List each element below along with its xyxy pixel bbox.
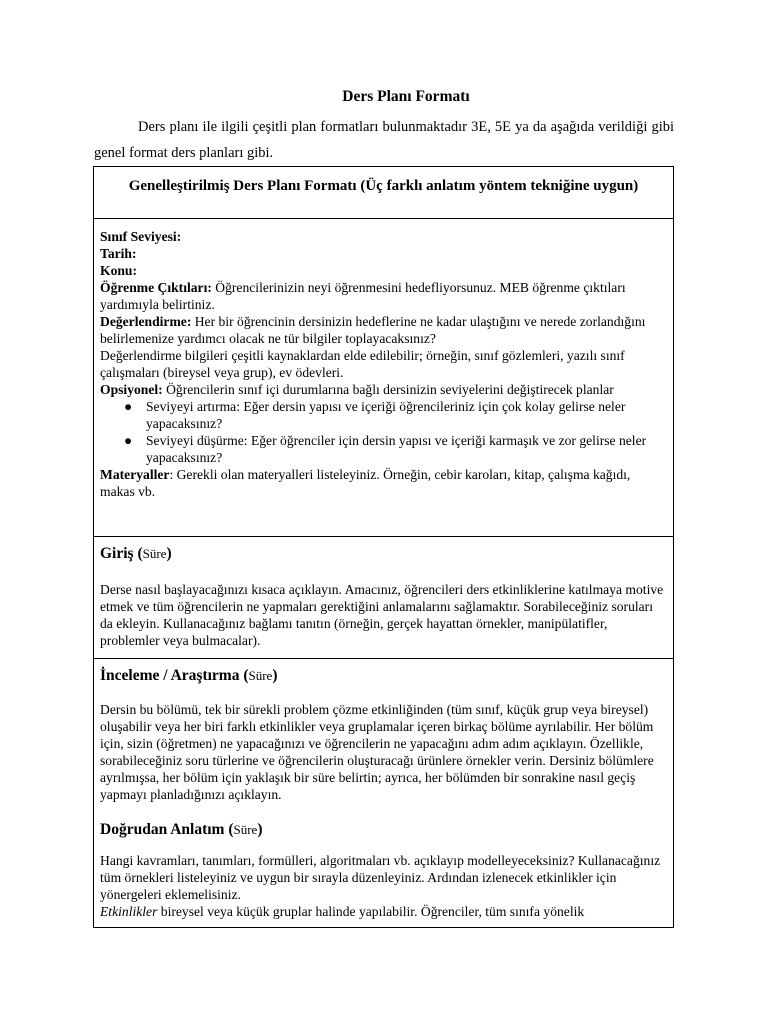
- assessment-label: Değerlendirme:: [100, 314, 192, 329]
- inquiry-section-body: Dersin bu bölümü, tek bir sürekli problem çözme etkinliğinden (tüm sınıf, küçük grup veya bireysel) oluşabilir veya her biri farklı etkinlikler veya gruplamalar içeren birkaç bölüme ayrılabilir. Her bölüm için, sizin (öğretmen) ne yapacağınızı ve öğrencilerin ne yapacağını adım adım açıklayın. Özellikle, sorabileceğiniz soru türlerine ve öğrencilerin oluşturacağı ürünlere örnekler verin. Dersiniz bölümlere ayrılmışsa, her bölüm için yaklaşık bir süre belirtin; ayrıca, her bölümden bir sonrakine nasıl geçiş yapmayı planladığınızı açıklayın.: [100, 702, 654, 802]
- outcomes-paragraph: [100, 279, 667, 313]
- activities-label: Etkinlikler: [100, 904, 158, 919]
- inquiry-section-heading: İnceleme / Araştırma (: [100, 667, 249, 684]
- list-item-text: Seviyeyi düşürme: Eğer öğrenciler için dersin yapısı ve içeriği karmaşık ve zor gelirse neler yapacaksınız?: [146, 433, 647, 465]
- bullet-icon: ●: [124, 399, 133, 414]
- duration-label: Süre: [248, 668, 273, 683]
- heading-end: ): [257, 821, 263, 838]
- assessment-text-2: Değerlendirme bilgileri çeşitli kaynaklardan elde edilebilir; örneğin, sınıf gözlemleri, yazılı sınıf çalışmaları (bireysel veya grup), ev ödevleri.: [100, 348, 625, 380]
- grade-label: Sınıf Seviyesi:: [100, 229, 182, 244]
- list-item-text: Seviyeyi artırma: Eğer dersin yapısı ve içeriği öğrencileriniz için çok kolay gelirse neler yapacaksınız?: [146, 399, 626, 431]
- optional-paragraph: [100, 381, 667, 398]
- heading-end: ): [166, 545, 172, 562]
- materials-paragraph: [100, 466, 667, 500]
- intro-paragraph: Ders planı ile ilgili çeşitli plan formatları bulunmaktadır 3E, 5E ya da aşağıda verildiği gibi genel format ders planları gibi.: [94, 119, 674, 161]
- table-divider: [94, 658, 673, 659]
- list-item: [124, 398, 667, 432]
- inquiry-section-title: [100, 667, 667, 685]
- table-divider: [94, 218, 673, 219]
- intro-section-body: Derse nasıl başlayacağınızı kısaca açıklayın. Amacınız, öğrencileri ders etkinliklerine katılmaya motive etmek ve tüm öğrencilerin ne yapmaları gerektiğini anlamalarını sağlamaktır. Sorabileceğiniz soruları da ekleyin. Kullanacağınız bağlamı tanıtın (örneğin, gerçek hayattan örnekler, manipülatifler, problemler veya bulmacalar).: [100, 582, 664, 648]
- direct-section-title: [100, 821, 667, 839]
- activities-paragraph: [100, 903, 667, 920]
- direct-section: [94, 821, 673, 920]
- topic-label: Konu:: [100, 263, 138, 278]
- optional-label: Opsiyonel:: [100, 382, 163, 397]
- intro-section: [94, 545, 673, 649]
- intro-section-heading: Giriş (: [100, 545, 143, 562]
- duration-label: Süre: [142, 546, 167, 561]
- document-title: Ders Planı Formatı: [342, 88, 470, 105]
- direct-section-body: Hangi kavramları, tanımları, formülleri, algoritmaları vb. açıklayıp modelleyeceksiniz? Kullanacağınız tüm örnekleri listeleyiniz ve uygun bir sırayla düzenleyiniz. Ardından izlenecek etkinlikler için yönergeleri eklemelisiniz.: [100, 853, 661, 902]
- table-divider: [94, 536, 673, 537]
- inquiry-section: [94, 667, 673, 803]
- materials-text: : Gerekli olan materyalleri listeleyiniz. Örneğin, cebir karoları, kitap, çalışma kağıdı, makas vb.: [100, 467, 631, 499]
- optional-list: [100, 398, 667, 466]
- optional-text: Öğrencilerin sınıf içi durumlarına bağlı dersinizin seviyelerini değiştirecek planlar: [162, 382, 614, 397]
- bullet-icon: ●: [124, 433, 133, 448]
- outcomes-text: Öğrencilerinizin neyi öğrenmesini hedefliyorsunuz. MEB öğrenme çıktıları yardımıyla belirtiniz.: [100, 280, 626, 312]
- duration-label: Süre: [233, 822, 258, 837]
- activities-text: bireysel veya küçük gruplar halinde yapılabilir. Öğrenciler, tüm sınıfa yönelik: [157, 904, 585, 919]
- direct-section-heading: Doğrudan Anlatım (: [100, 821, 234, 838]
- lesson-plan-table: [93, 166, 674, 928]
- table-header: Genelleştirilmiş Ders Planı Formatı (Üç farklı anlatım yöntem tekniğine uygun): [128, 178, 639, 194]
- assessment-text: Her bir öğrencinin dersinizin hedeflerine ne kadar ulaştığını ve nerede zorlandığını belirlemenize yardımcı olacak ne tür bilgiler toplayacaksınız?: [100, 314, 646, 346]
- heading-end: ): [272, 667, 278, 684]
- assessment-paragraph: [100, 313, 667, 347]
- outcomes-label: Öğrenme Çıktıları:: [100, 280, 212, 295]
- list-item: [124, 432, 667, 466]
- materials-label: Materyaller: [100, 467, 170, 482]
- date-label: Tarih:: [100, 246, 137, 261]
- overview-section: [94, 228, 673, 500]
- intro-section-title: [100, 545, 667, 563]
